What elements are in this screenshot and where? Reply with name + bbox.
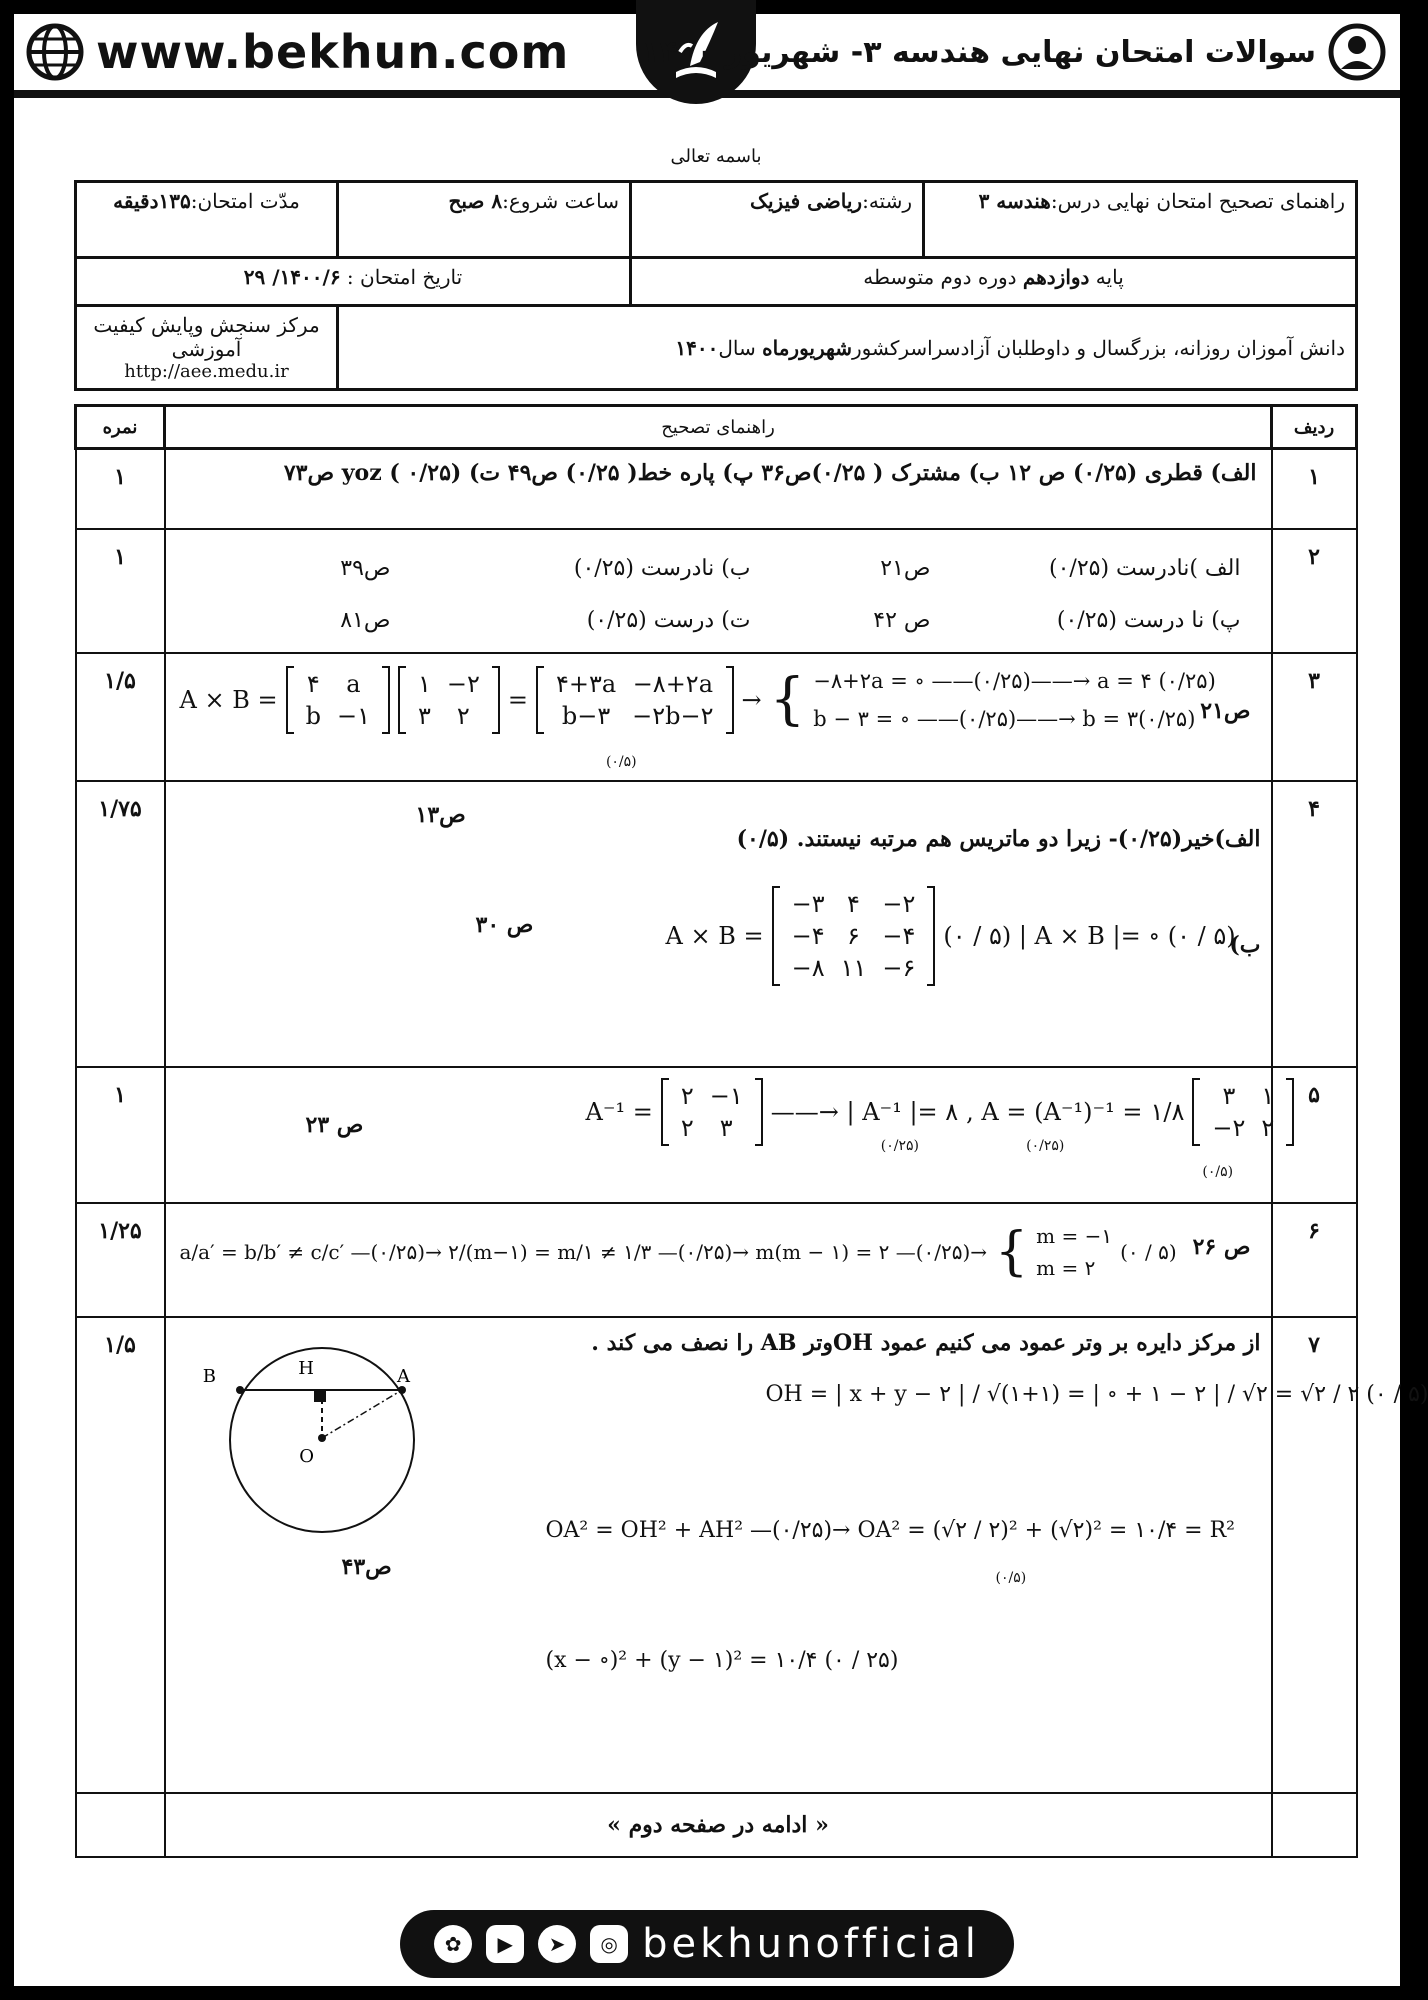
center-cell: [76, 306, 338, 390]
page-ref: ص۳۹: [340, 555, 391, 581]
site-url[interactable]: www.bekhun.com: [96, 25, 570, 79]
col-guide-header: راهنمای تصحیح: [165, 406, 1272, 449]
start-time: ۸ صبح: [448, 189, 503, 213]
answer-row-6: [76, 1203, 1357, 1317]
equation-b: b − ۳ = ∘ ——(۰/۲۵)——→ b = ۳(۰/۲۵): [813, 706, 1196, 731]
youtube-icon[interactable]: ▶: [486, 1925, 524, 1963]
row-score: ۱/۲۵: [76, 1203, 165, 1317]
instagram-icon[interactable]: ◎: [590, 1925, 628, 1963]
course-cell: راهنمای تصحیح امتحان نهایی درس:هندسه ۳: [924, 182, 1357, 258]
grade-cell: پایه دوازدهم دوره دوم متوسطه: [631, 258, 1357, 306]
exam-header-table: [74, 180, 1358, 391]
exam-date: ۱۴۰۰/۶/ ۲۹: [243, 265, 341, 289]
site-link[interactable]: [26, 22, 569, 82]
answer-math: ص ۲۶ a/a′ = b/b′ ≠ c/c′ —(۰/۲۵)→ ۲/(m−۱) = m/۱ ≠ ۱/۳ —(۰/۲۵)→ m(m − ۱) = ۲ —(۰/۲۵)→ { m = −۱ m = ۲ (۰ / ۵): [165, 1203, 1272, 1317]
row-number: ۳: [1272, 653, 1357, 781]
score-note: (۰/۲۵): [1026, 1137, 1065, 1154]
continue-note: « ادامه در صفحه دوم »: [165, 1793, 1272, 1857]
duration: ۱۳۵دقیقه: [113, 189, 191, 213]
page-ref: ص۲۱: [880, 555, 931, 581]
exam-title-block: [641, 22, 1386, 82]
equation-a: −۸+۲a = ∘ ——(۰/۲۵)——→ a = ۴ (۰/۲۵): [813, 668, 1216, 693]
duration-cell: مدّت امتحان:۱۳۵دقیقه: [76, 182, 338, 258]
answer-math: ص۱۳ الف)خیر(۰/۲۵)- زیرا دو ماتریس هم مرتبه نیستند. (۰/۵) ص ۳۰ ب) A × B = −۳ ۴ −۲ −۴ ۶ −۴ −۸ ۱۱ −۶ (۰ / ۵) | A × B |= ∘ (۰ / ۵): [165, 781, 1272, 1067]
matrix-B: ۱ −۲ ۳ ۲: [398, 666, 500, 734]
page-ref: ص۱۳: [415, 801, 466, 828]
exam-title: سوالات امتحان نهایی هندسه ۳- شهریور ۱۴۰۰: [641, 34, 1316, 70]
answers-table: [74, 404, 1428, 1858]
social-handle[interactable]: bekhunofficial: [642, 1921, 980, 1967]
page-ref: ص۸۱: [340, 607, 391, 633]
exam-date-cell: تاریخ امتحان : ۱۴۰۰/۶/ ۲۹: [76, 258, 631, 306]
row-number: ۲: [1272, 529, 1357, 653]
social-bar[interactable]: [400, 1910, 1014, 1978]
telegram-icon[interactable]: ➤: [538, 1925, 576, 1963]
score-note: (۰/۲۵): [880, 1137, 919, 1154]
row-number: ۴: [1272, 781, 1357, 1067]
row-number: ۵: [1272, 1067, 1357, 1203]
row-score: ۱/۵: [76, 653, 165, 781]
answer-row-5: [76, 1067, 1357, 1203]
row-score: ۱/۵: [76, 1317, 165, 1793]
matrix-A: ۴ a b −۱: [286, 666, 390, 734]
page-ref: ص ۳۰: [475, 911, 534, 938]
field-name: ریاضی فیزیک: [750, 189, 863, 213]
start-time-cell: ساعت شروع:۸ صبح: [338, 182, 631, 258]
answer-row-2: [76, 529, 1357, 653]
score-note: (۰/۵): [605, 753, 637, 770]
page-ref: ص ۲۳: [305, 1111, 364, 1138]
row-number: ۶: [1272, 1203, 1357, 1317]
intro-text: از مرکز دایره بر وتر عمود می کنیم عمود OHوتر AB را نصف می کند .: [591, 1329, 1261, 1356]
user-icon: [1328, 23, 1386, 81]
answer-text: الف )نادرست (۰/۲۵) ص۲۱ ب) نادرست (۰/۲۵) ص۳۹ پ) نا درست (۰/۲۵) ص ۴۲ ت) درست (۰/۲۵) ص۸۱: [165, 529, 1272, 653]
matrix-product: ۴+۳a −۸+۲a b−۳ −۲b−۲: [536, 666, 734, 734]
field-cell: رشته:ریاضی فیزیک: [631, 182, 924, 258]
row-score: ۱/۷۵: [76, 781, 165, 1067]
page-ref: ص۲۱: [1200, 697, 1251, 724]
circle-figure: [202, 1330, 436, 1530]
equation-oa: OA² = OH² + AH² —(۰/۲۵)→ OA² = (√۲ / ۲)² + (√۲)² = ۱۰/۴ = R²: [545, 1517, 1235, 1543]
row-number: ۱: [1272, 449, 1357, 529]
course-name: هندسه ۳: [978, 189, 1051, 213]
answer-math: [165, 1317, 1428, 1793]
center-url[interactable]: http://aee.medu.ir: [124, 361, 289, 382]
answer-row-4: [76, 781, 1357, 1067]
equation-oh: OH = | x + y − ۲ | / √(۱+۱) = | ∘ + ۱ − ۲ | / √۲ = √۲ / ۲ (۰ / ۵): [765, 1381, 1428, 1407]
answer-text: الف) قطری (۰/۲۵) ص ۱۲ ب) مشترک ( ۰/۲۵)ص۳۶ پ) پاره خط( ۰/۲۵) ص۴۹ ت) yoz ( ۰/۲۵) ص۷۳: [165, 449, 1272, 529]
row-score: ۱: [76, 1067, 165, 1203]
point-B-label: B: [202, 1365, 216, 1387]
page-ref: ص ۴۲: [873, 607, 931, 633]
center-name: مرکز سنجش وپایش کیفیت آموزشی: [93, 313, 320, 361]
continue-row: [76, 1793, 1357, 1857]
answer-row-7: [76, 1317, 1357, 1793]
answer-math: ص۲۱ A × B = ۴ a b −۱ ۱ −۲ ۳ ۲ = ۴+۳a −۸+۲a b−۳ −۲b−۲ (۰/۵) → { −۸+۲a = ∘ ——(۰/۲۵)——→ a = ۴ (۰/۲۵) b − ۳ = ∘ ——(۰/۲۵)——→ b = ۳(۰/۲۵): [165, 653, 1272, 781]
matrix-product: −۳ ۴ −۲ −۴ ۶ −۴ −۸ ۱۱ −۶: [772, 886, 936, 986]
answer-row-3: [76, 653, 1357, 781]
basmala: باسمه تعالی: [670, 146, 762, 167]
row-score: ۱: [76, 449, 165, 529]
top-banner: [14, 14, 1400, 98]
part-a-answer: الف)خیر(۰/۲۵)- زیرا دو ماتریس هم مرتبه نیستند. (۰/۵): [736, 825, 1261, 852]
globe-icon: [26, 23, 84, 81]
matrix-A: ۳ ۱ −۲ ۲: [1192, 1078, 1294, 1146]
col-row-header: ردیف: [1272, 406, 1357, 449]
page: [14, 14, 1428, 1986]
circle-equation: (x − ∘)² + (y − ۱)² = ۱۰/۴ (۰ / ۲۵): [545, 1647, 899, 1673]
matrix-A-inverse: ۲ −۱ ۲ ۳: [661, 1078, 763, 1146]
row-number: ۷: [1272, 1317, 1357, 1793]
score-note: (۰/۵): [995, 1569, 1027, 1586]
score-note: (۰/۵): [1202, 1163, 1234, 1180]
page-ref: ص ۲۶: [1192, 1233, 1251, 1260]
page-ref: ص۴۳: [341, 1553, 392, 1580]
point-A-label: A: [396, 1365, 410, 1387]
point-O-label: O: [298, 1445, 314, 1467]
answer-math: ص ۲۳ A⁻¹ = ۲ −۱ ۲ ۳ ——→ | A⁻¹ |= ۸ (۰/۲۵) , A = (A⁻¹)⁻¹ = (۰/۲۵) ۱/۸ ۳ ۱ −۲ ۲ (۰/۵): [165, 1067, 1272, 1203]
col-score-header: نمره: [76, 406, 165, 449]
answer-row-1: [76, 449, 1357, 529]
row-score: ۱: [76, 529, 165, 653]
aparat-icon[interactable]: ✿: [434, 1925, 472, 1963]
students-cell: دانش آموزان روزانه، بزرگسال و داوطلبان آزادسراسرکشورشهریورماه سال۱۴۰۰: [338, 306, 1357, 390]
point-H-label: H: [297, 1357, 314, 1379]
